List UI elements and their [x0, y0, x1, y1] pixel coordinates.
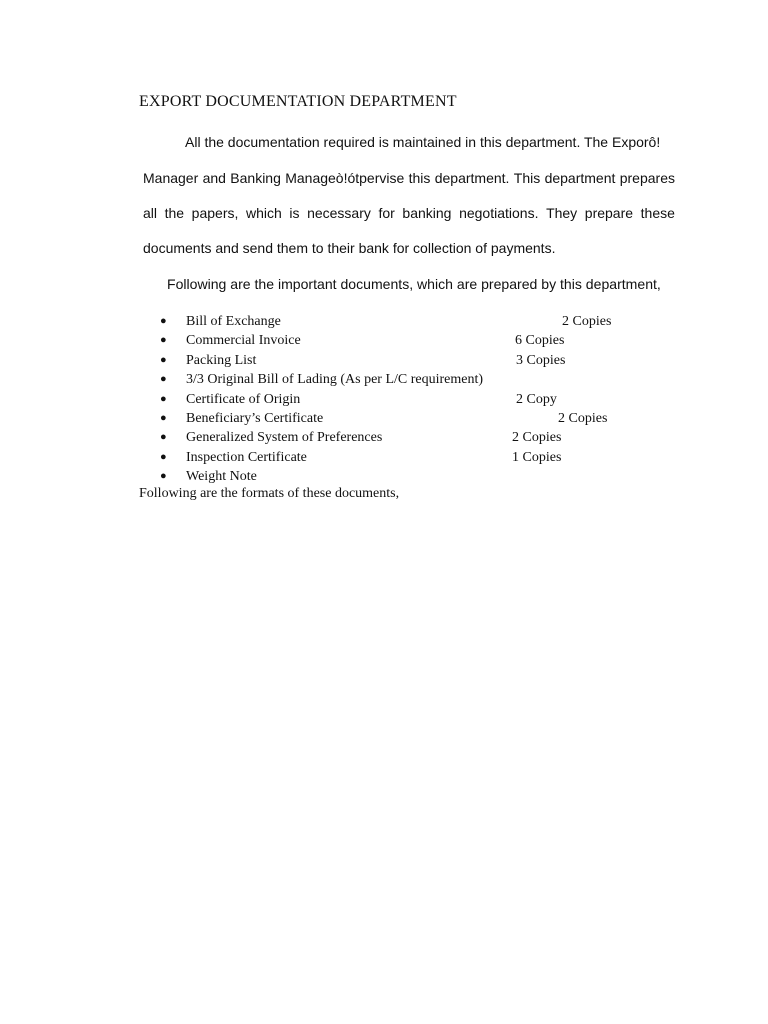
document-name: Certificate of Origin [186, 391, 301, 407]
paragraph-word: Manageò!ótpervise [285, 170, 405, 186]
paragraph-word: negotiations. [459, 205, 539, 221]
paragraph-word: papers, [191, 205, 239, 221]
paragraph-word: Manager [143, 170, 199, 186]
document-copies: 2 Copies [558, 410, 608, 426]
documents-intro: Following are the important documents, which are prepared by this department, [167, 276, 661, 292]
document-copies: 6 Copies [515, 333, 565, 349]
document-copies: 2 Copies [512, 430, 562, 446]
list-item [160, 390, 640, 409]
paragraph-word: prepare [584, 205, 634, 221]
formats-intro: Following are the formats of these documents, [139, 486, 400, 501]
document-copies: 2 Copies [562, 314, 612, 329]
paragraph-word: prepares [619, 170, 675, 186]
document-copies: 3 Copies [516, 352, 566, 368]
paragraph-word: and [202, 170, 226, 186]
document-name: Beneficiary’s Certificate [186, 410, 324, 426]
paragraph-word: department [544, 170, 616, 186]
paragraph-word: banking [402, 205, 452, 221]
document-copies: 1 Copies [512, 449, 562, 465]
document-copies: 2 Copy [516, 391, 557, 407]
paragraph-word: all [143, 205, 158, 221]
paragraph-word: Banking [230, 170, 281, 186]
bullet-icon: ● [160, 470, 167, 483]
bullet-icon: ● [160, 411, 167, 424]
paragraph-word: the [164, 205, 185, 221]
list-item [160, 312, 640, 331]
paragraph-line-4: documents and send them to their bank for collection of payments. [143, 240, 556, 256]
document-name: Generalized System of Preferences [186, 430, 383, 446]
document-name: Inspection Certificate [186, 449, 307, 465]
bullet-icon: ● [160, 353, 167, 366]
list-item [160, 351, 640, 370]
list-item [160, 467, 640, 486]
list-item [160, 448, 640, 467]
paragraph-word: necessary [307, 205, 371, 221]
paragraph-line-2 [143, 170, 675, 186]
paragraph-word: these [640, 205, 675, 221]
list-item [160, 428, 640, 447]
bullet-icon: ● [160, 373, 167, 386]
document-name: Commercial Invoice [186, 333, 301, 349]
documents-list [160, 312, 640, 487]
paragraph-line-1: All the documentation required is maintained in this department. The Exporô! [185, 134, 661, 150]
bullet-icon: ● [160, 334, 167, 347]
page-title: EXPORT DOCUMENTATION DEPARTMENT [139, 93, 457, 110]
document-name: 3/3 Original Bill of Lading (As per L/C requirement) [186, 372, 484, 388]
bullet-icon: ● [160, 450, 167, 463]
paragraph-word: which [245, 205, 282, 221]
paragraph-word: This [513, 170, 541, 186]
document-name: Packing List [186, 352, 257, 368]
document-name: Bill of Exchange [186, 314, 281, 329]
list-item [160, 409, 640, 428]
paragraph-word: They [546, 205, 578, 221]
paragraph-word: for [378, 205, 395, 221]
list-item [160, 331, 640, 350]
bullet-icon: ● [160, 431, 167, 444]
bullet-icon: ● [160, 392, 167, 405]
paragraph-word: this [408, 170, 431, 186]
paragraph-line-3 [143, 205, 675, 221]
bullet-icon: ● [160, 315, 167, 327]
paragraph-word: department. [434, 170, 510, 186]
paragraph-word: is [289, 205, 300, 221]
list-item [160, 370, 640, 389]
document-name: Weight Note [186, 469, 257, 485]
